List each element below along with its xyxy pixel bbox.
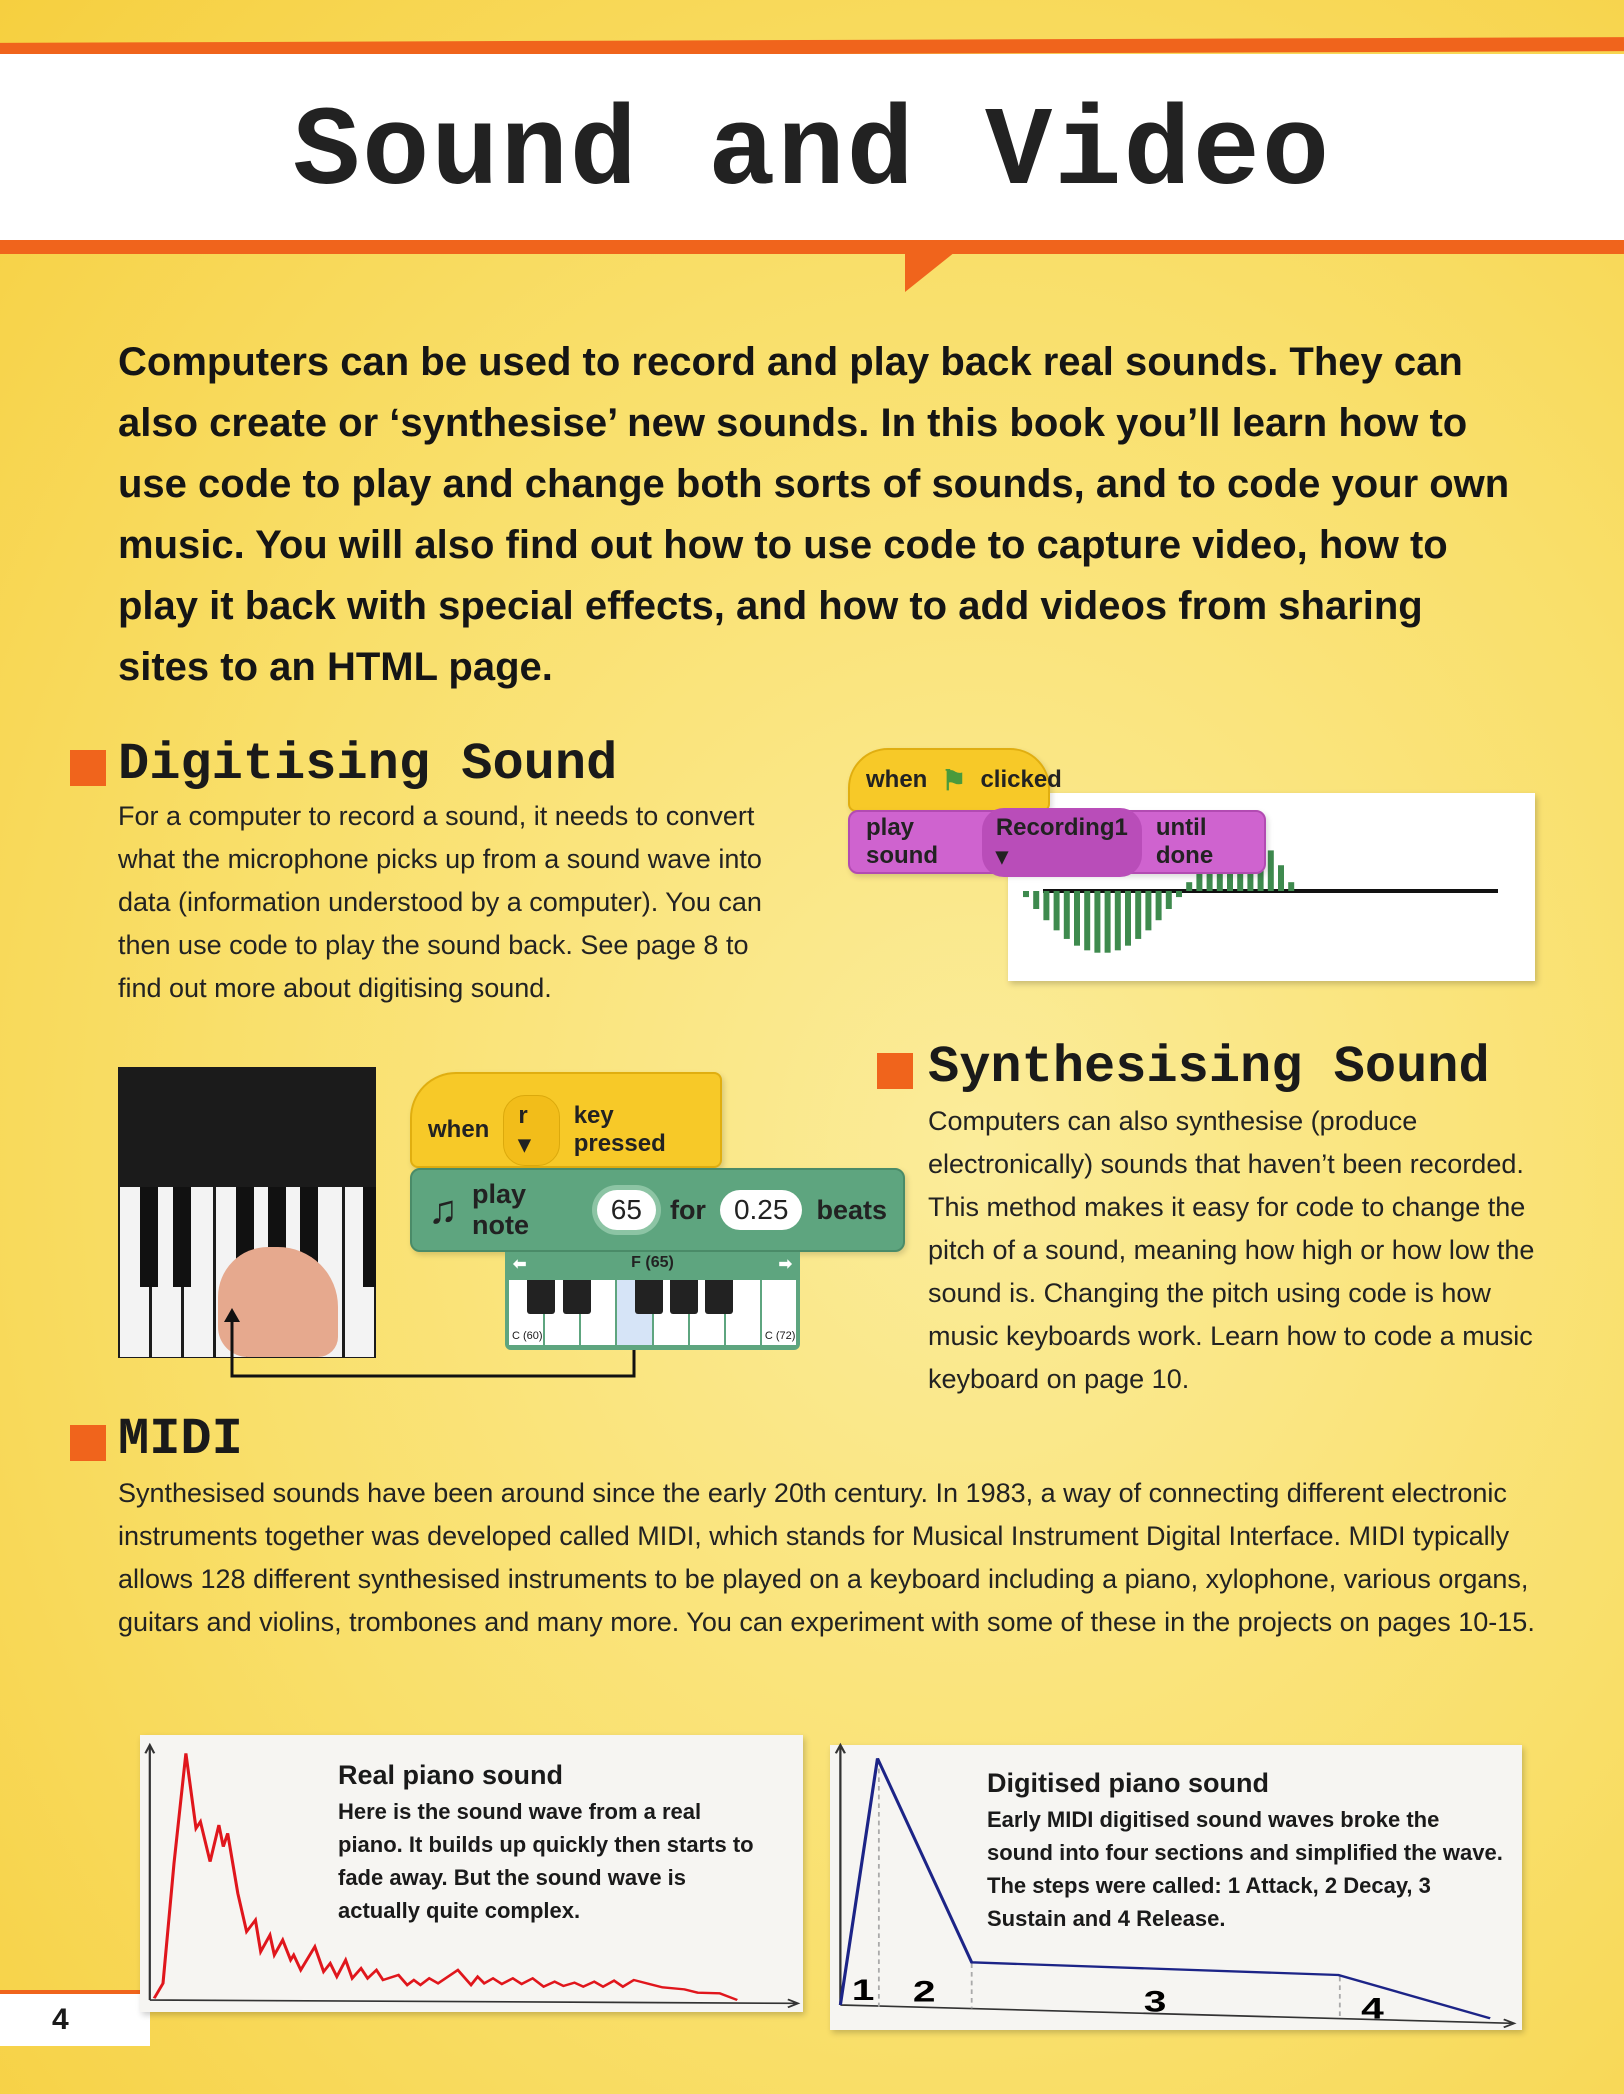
- sample-bar: [1135, 891, 1141, 939]
- green-flag-icon: ⚑: [941, 764, 967, 796]
- when-label: when: [428, 1116, 490, 1143]
- sample-bar: [1278, 865, 1284, 891]
- intro-paragraph: Computers can be used to record and play back real sounds. They can also create or ‘synthesise’ new sounds. In this book you’ll learn how to use code to play and change both sorts of sounds, and to code your own music. You will also find out how to use code to capture video, how to play it back with special effects, and how to add videos from sharing sites to an HTML page.: [118, 340, 1510, 689]
- digitising-body: For a computer to record a sound, it needs to convert what the microphone picks up from a sound wave into data (information understood by a computer). You can then use code to play the sound back. See page 8 to find out more about digitising sound.: [118, 801, 762, 1003]
- step-label: 2: [912, 1974, 936, 2009]
- next-octave-arrow-icon[interactable]: ➡: [778, 1256, 792, 1273]
- sample-bar: [1094, 891, 1100, 953]
- sample-bar: [1084, 891, 1090, 950]
- sample-bar: [1105, 891, 1111, 953]
- section-marker: [70, 750, 106, 786]
- section-marker: [877, 1053, 913, 1089]
- step-label: 4: [1361, 1991, 1384, 2026]
- page-number-strip: [0, 1990, 150, 2046]
- sample-bar: [1176, 891, 1182, 897]
- sample-bar: [1043, 891, 1049, 920]
- picker-label: F (65): [631, 1254, 674, 1271]
- beats-label: beats: [816, 1194, 887, 1225]
- play-note-label: play note: [472, 1179, 529, 1240]
- note-picker[interactable]: [505, 1252, 800, 1350]
- sample-bar: [1186, 882, 1192, 891]
- sample-bar: [1166, 891, 1172, 909]
- midi-heading: MIDI: [118, 1410, 243, 1469]
- page-title: Sound and Video: [292, 90, 1332, 217]
- when-label: when: [866, 766, 928, 793]
- synthesising-heading: Synthesising Sound: [928, 1038, 1490, 1097]
- bottom-rule: [0, 240, 1624, 254]
- step-label: 1: [851, 1973, 875, 2007]
- sample-bar: [1156, 891, 1162, 920]
- play-note-block[interactable]: [410, 1168, 905, 1252]
- sample-bar: [1054, 891, 1060, 930]
- sample-bar: [1074, 891, 1080, 946]
- sample-bar: [1145, 891, 1151, 930]
- until-done-label: until done: [1155, 814, 1214, 869]
- midi-body: Synthesised sounds have been around since the early 20th century. In 1983, a way of connecting different electronic instruments together was developed called MIDI, which stands for Musical Instrument Digital Interface. MIDI typically allows 128 different synthesised instruments to be played on a keyboard including a piano, xylophone, various organs, guitars and violins, trombones and many more. You can experiment with some of these in the projects on pages 10-15.: [118, 1478, 1535, 1637]
- play-sound-block[interactable]: [848, 810, 1266, 874]
- sample-bar: [1033, 891, 1039, 909]
- digitised-piano-title: Digitised piano sound: [987, 1768, 1269, 1798]
- key-pressed-label: key pressed: [573, 1102, 666, 1157]
- sample-bar: [1064, 891, 1070, 939]
- sample-bar: [1125, 891, 1131, 946]
- section-marker: [70, 1425, 106, 1461]
- real-piano-caption: [338, 1760, 758, 1927]
- when-key-pressed-block[interactable]: [410, 1072, 722, 1168]
- prev-octave-arrow-icon[interactable]: ⬅: [513, 1256, 527, 1273]
- when-flag-clicked-block[interactable]: [848, 748, 1062, 812]
- real-piano-title: Real piano sound: [338, 1760, 564, 1790]
- music-notes-icon: ♫: [428, 1187, 458, 1232]
- rule-notch: [905, 252, 955, 292]
- beats-input[interactable]: 0.25: [720, 1190, 803, 1230]
- digitised-piano-body: Early MIDI digitised sound waves broke the sound into four sections and simplified the wave. The steps were called: 1 Attack, 2 Decay, 3 Sustain and 4 Release.: [987, 1807, 1503, 1931]
- real-piano-body: Here is the sound wave from a real piano. It builds up quickly then starts to fade away. But the sound wave is actually quite complex.: [338, 1799, 754, 1923]
- high-key-label: C (72): [764, 1330, 796, 1342]
- sample-bar: [1268, 850, 1274, 891]
- key-dropdown[interactable]: r ▾: [503, 1095, 559, 1166]
- key-value: r: [518, 1101, 528, 1129]
- low-key-label: C (60): [512, 1330, 543, 1342]
- note-input[interactable]: 65: [597, 1190, 656, 1230]
- page-number: 4: [52, 2003, 69, 2036]
- synthesising-body: Computers can also synthesise (produce electronically) sounds that haven’t been recorded. This method makes it easy for code to change the pitch of a sound, meaning how high or how low the sound is. Changing the pitch using code is how music keyboards work. Learn how to code a music keyboard on page 10.: [928, 1106, 1535, 1394]
- for-label: for: [669, 1194, 706, 1225]
- step-label: 3: [1143, 1984, 1167, 2019]
- sample-bar: [1115, 891, 1121, 950]
- digitising-heading: Digitising Sound: [118, 735, 618, 794]
- digitised-piano-caption: [987, 1768, 1507, 1935]
- sample-bar: [1023, 891, 1029, 897]
- sound-name: Recording1: [995, 813, 1128, 841]
- sample-bar: [1288, 882, 1294, 891]
- play-sound-label: play sound: [866, 814, 938, 869]
- sound-dropdown[interactable]: Recording1 ▾: [982, 808, 1142, 877]
- clicked-label: clicked: [980, 766, 1062, 793]
